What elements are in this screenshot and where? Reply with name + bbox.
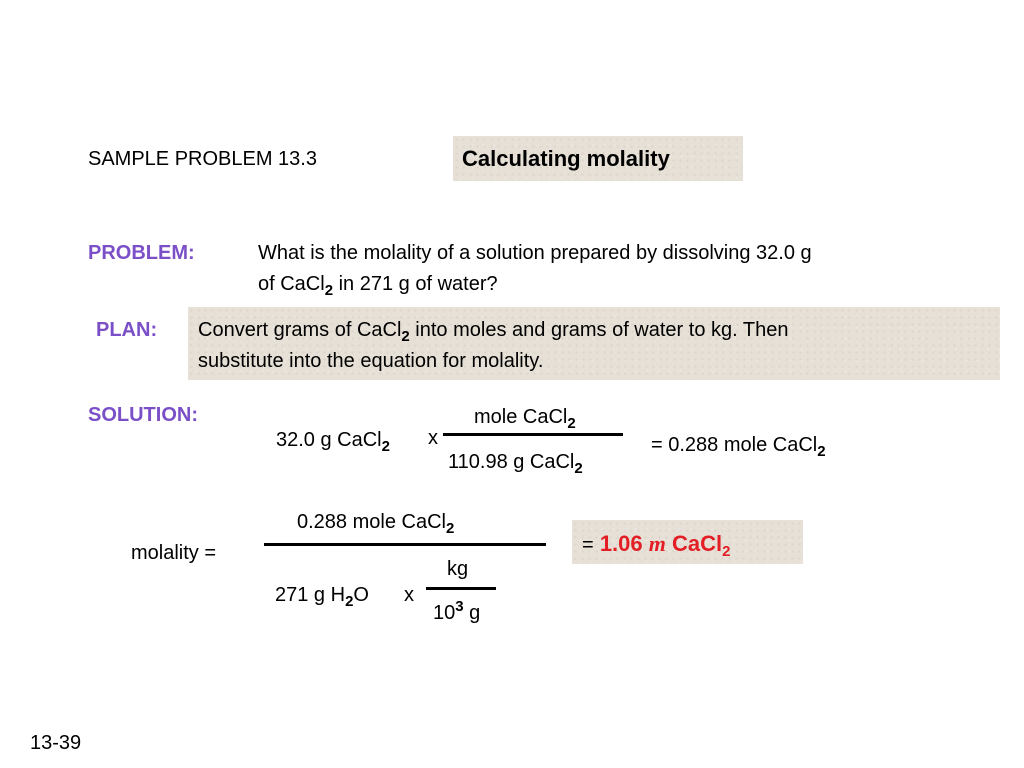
conversion-numerator-mole: mole CaCl$_2$: [474, 406, 576, 432]
solution-label: SOLUTION:: [88, 404, 198, 426]
multiply-sign-2: x: [404, 584, 414, 606]
kg-conversion-numerator: kg: [447, 558, 469, 580]
plan-label: PLAN:: [96, 319, 158, 341]
plan-text-line1: Convert grams of CaCl$_2$ into moles and grams of water to kg. Then: [198, 319, 789, 345]
problem-text-line2: of CaCl$_2$ in 271 g of water?: [258, 273, 498, 299]
molality-result: = 1.06 m CaCl$_2$: [582, 531, 731, 560]
molality-denominator-water: 271 g $H_2O$: [275, 584, 369, 610]
problem-label: PROBLEM:: [88, 242, 195, 264]
page-title: Calculating molality: [462, 146, 670, 171]
sample-problem-label: SAMPLE PROBLEM 13.3: [88, 148, 317, 170]
fraction-bar-1: [443, 433, 623, 436]
conversion-denominator-molar-mass: 110.98 g CaCl$_2$: [448, 451, 583, 477]
kg-conversion-denominator: $10^3$ g: [433, 598, 481, 624]
plan-text-line2: substitute into the equation for molality.: [198, 350, 544, 372]
slide-number: 13-39: [30, 732, 82, 754]
molality-lhs: molality =: [131, 542, 217, 564]
moles-cacl2-result: = 0.288 mole CaCl$_2$: [651, 434, 826, 460]
multiply-sign-1: x: [428, 427, 438, 449]
problem-text-line1: What is the molality of a solution prepared by dissolving 32.0 g: [258, 242, 812, 264]
given-mass-cacl2: 32.0 g CaCl$_2$: [276, 429, 390, 455]
molality-numerator: 0.288 mole CaCl$_2$: [297, 511, 455, 537]
fraction-bar-3: [426, 587, 496, 590]
fraction-bar-2: [264, 543, 546, 546]
